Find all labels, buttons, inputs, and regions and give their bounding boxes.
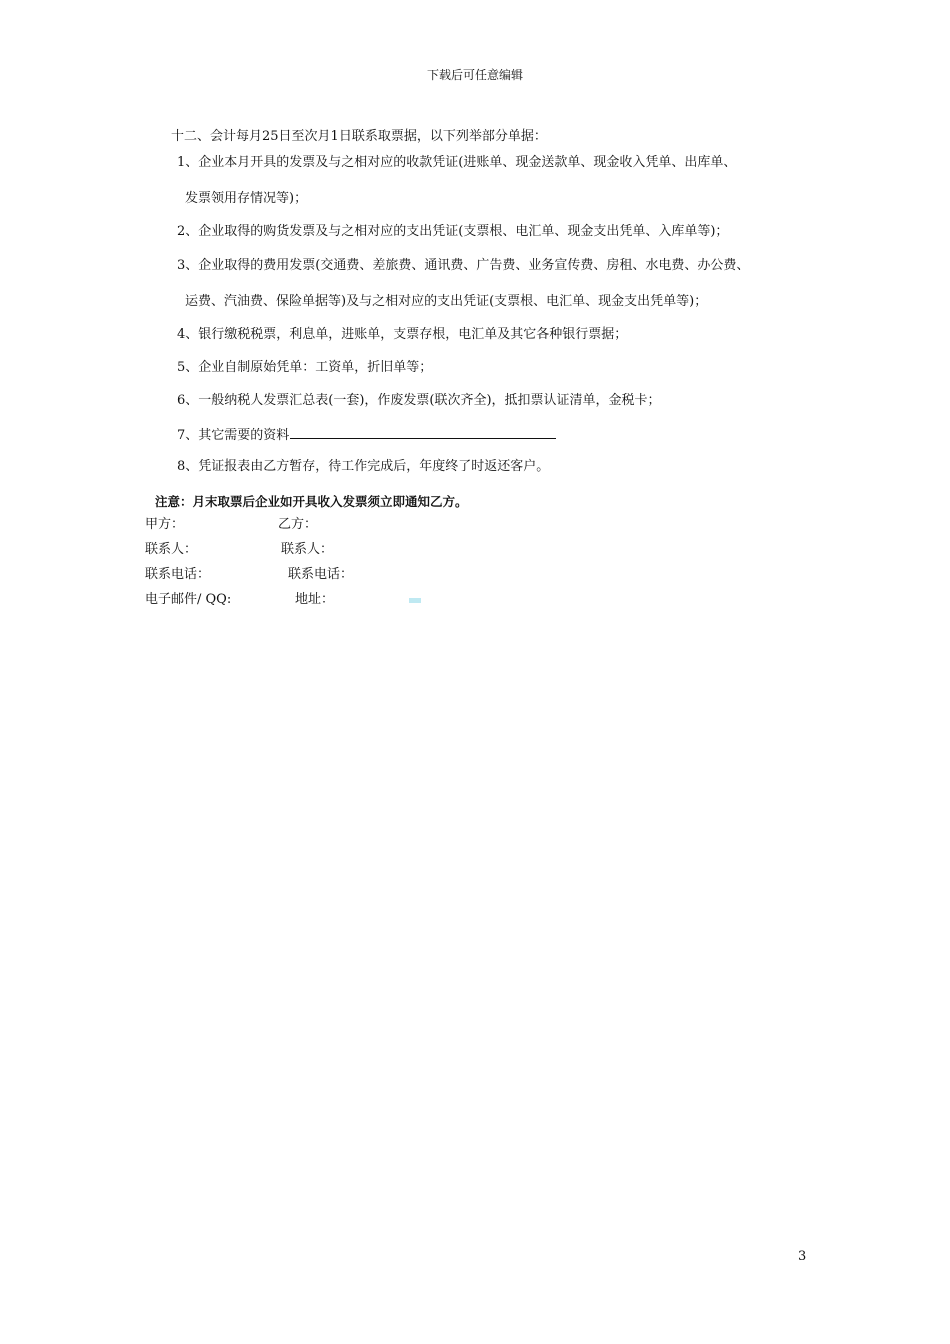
party-b-contact-label: 联系人： — [281, 542, 334, 557]
party-b-phone-label: 联系电话： — [288, 567, 354, 582]
list-item-7-label: 7、其它需要的资料 — [177, 428, 290, 443]
list-item-5: 5、企业自制原始凭单：工资单，折旧单等； — [177, 360, 433, 375]
list-item-1-line1: 1、企业本月开具的发票及与之相对应的收款凭证(进账单、现金送款单、现金收入凭单、出库单、 — [177, 155, 737, 170]
fill-in-blank-line — [290, 426, 556, 439]
party-a-contact-label: 联系人： — [145, 542, 198, 557]
party-b-address-label: 地址： — [295, 592, 335, 607]
page-header: 下载后可任意编辑 — [426, 68, 523, 82]
party-b-label: 乙方： — [278, 517, 318, 532]
list-item-7 — [177, 426, 556, 444]
page-number: 3 — [798, 1249, 807, 1264]
list-item-3-line2: 运费、汽油费、保险单据等)及与之相对应的支出凭证(支票根、电汇单、现金支出凭单等)； — [185, 294, 708, 309]
party-a-email-label: 电子邮件/ QQ: — [145, 592, 232, 607]
list-item-6: 6、一般纳税人发票汇总表(一套)，作废发票(联次齐全)，抵扣票认证清单，金税卡； — [177, 393, 661, 408]
highlight-mark — [409, 598, 421, 603]
notice-text: 注意：月末取票后企业如开具收入发票须立即通知乙方。 — [155, 494, 468, 509]
list-item-4: 4、银行缴税税票，利息单，进账单，支票存根，电汇单及其它各种银行票据； — [177, 327, 628, 342]
list-item-1-line2: 发票领用存情况等)； — [185, 191, 308, 206]
party-a-label: 甲方： — [145, 517, 185, 532]
list-item-2: 2、企业取得的购货发票及与之相对应的支出凭证(支票根、电汇单、现金支出凭单、入库单等)； — [177, 224, 729, 239]
section-heading: 十二、会计每月25日至次月1日联系取票据，以下列举部分单据： — [171, 129, 547, 144]
list-item-8: 8、凭证报表由乙方暂存，待工作完成后，年度终了时返还客户。 — [177, 459, 550, 474]
list-item-3-line1: 3、企业取得的费用发票(交通费、差旅费、通讯费、广告费、业务宣传费、房租、水电费、办公费、 — [177, 258, 750, 273]
party-a-phone-label: 联系电话： — [145, 567, 211, 582]
